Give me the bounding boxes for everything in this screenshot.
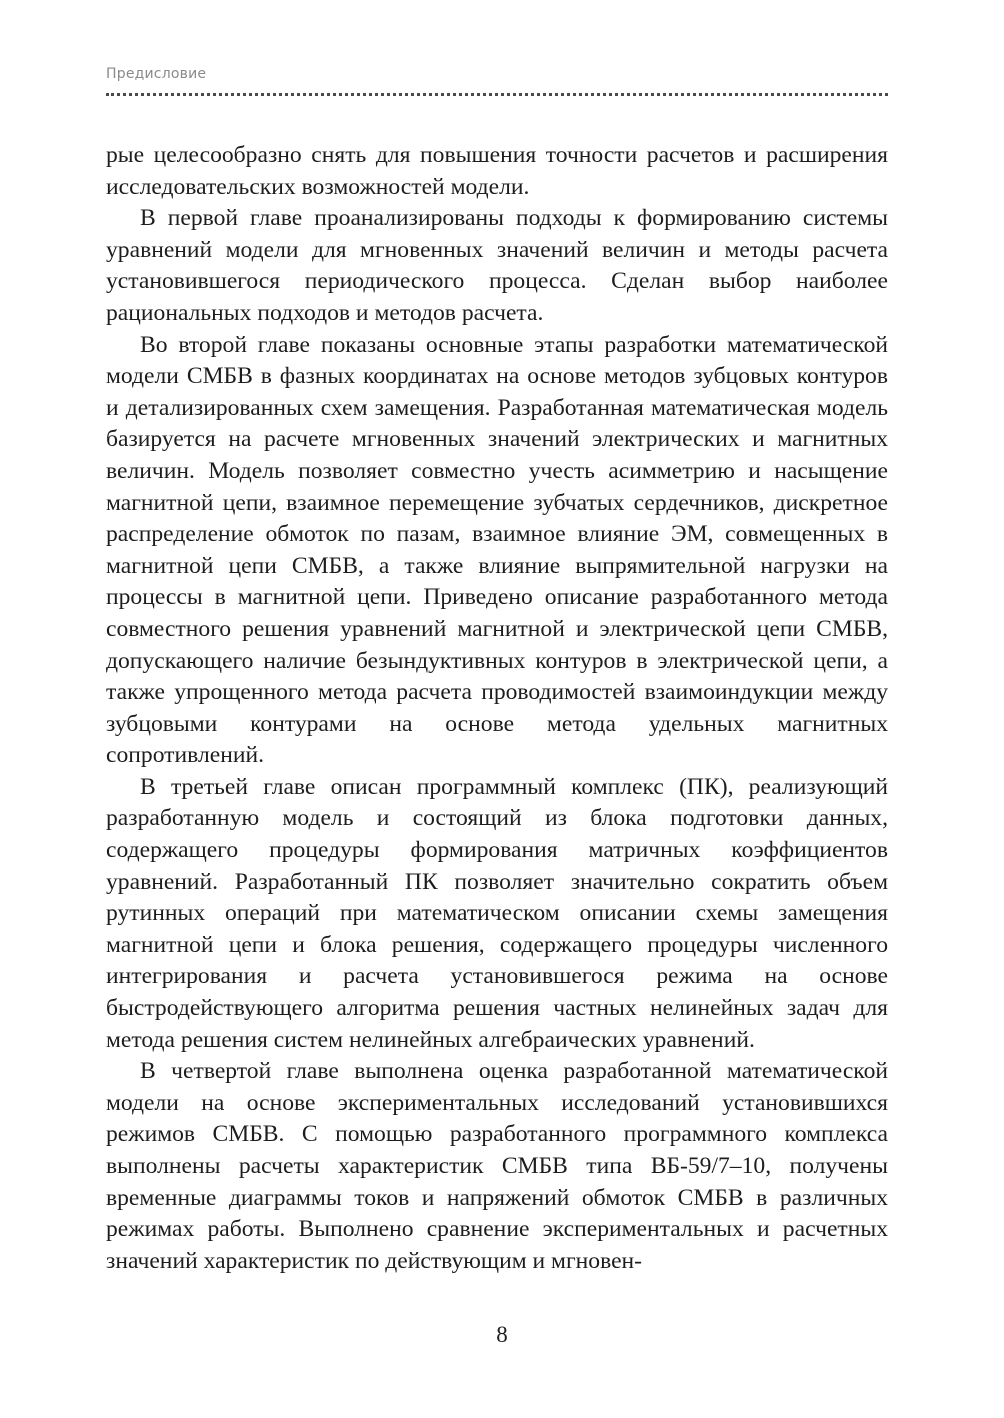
header-dotted-rule <box>106 93 888 96</box>
paragraph-chapter-2: Во второй главе показаны основные этапы разработки математической модели СМБВ в фазных координатах на основе методов зубцовых контуров и детализированных схем замещения. Разработанная математическая модель базируется на расчете мгновенных значений электрических и магнитных величин. Модель позволяет совместно учесть асимметрию и насыщение магнитной цепи, взаимное перемещение зубчатых сердечников, дискретное распределение обмоток по пазам, взаимное влияние ЭМ, совмещенных в магнитной цепи СМБВ, а также влияние выпрямительной нагрузки на процессы в магнитной цепи. Приведено описание разработанного метода совместного решения уравнений магнитной и электрической цепи СМБВ, допускающего наличие безындуктивных контуров в электрической цепи, а также упрощенного метода расчета проводимостей взаимоиндукции между зубцовыми контурами на основе метода удельных магнитных сопротивлений. <box>106 331 888 769</box>
page-body <box>106 140 888 1277</box>
paragraph-continuation: рые целесообразно снять для повышения точности расчетов и расширения исследовательских возможностей модели. <box>106 142 888 200</box>
paragraph-chapter-4: В четвертой главе выполнена оценка разработанной математической модели на основе экспериментальных исследований установившихся режимов СМБВ. С помощью разработанного программного комплекса выполнены расчеты характеристик СМБВ типа ВБ-59/7–10, получены временные диаграммы токов и напряжений обмоток СМБВ в различных режимах работы. Выполнено сравнение экспериментальных и расчетных значений характеристик по действующим и мгновен- <box>106 1058 888 1274</box>
paragraph-chapter-1: В первой главе проанализированы подходы к формированию системы уравнений модели для мгновенных значений величин и методы расчета установившегося периодического процесса. Сделан выбор наиболее рациональных подходов и методов расчета. <box>106 205 888 326</box>
page-number: 8 <box>496 1322 508 1347</box>
running-head-title: Предисловие <box>106 66 207 82</box>
paragraph-chapter-3: В третьей главе описан программный комплекс (ПК), реализующий разработанную модель и состоящий из блока подготовки данных, содержащего процедуры формирования матричных коэффициентов уравнений. Разработанный ПК позволяет значительно сократить объем рутинных операций при математическом описании схемы замещения магнитной цепи и блока решения, содержащего процедуры численного интегрирования и расчета установившегося режима на основе быстродействующего алгоритма решения частных нелинейных задач для метода решения систем нелинейных алгебраических уравнений. <box>106 773 888 1053</box>
